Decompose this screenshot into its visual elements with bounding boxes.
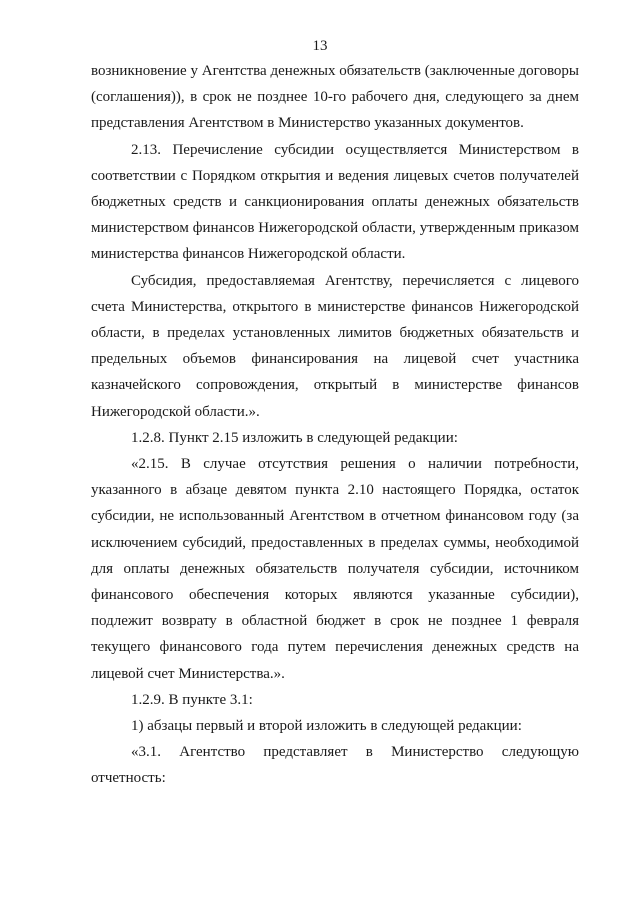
document-body: [91, 58, 579, 792]
paragraph-2-13: 2.13. Перечисление субсидии осуществляется Министерством в соответствии с Порядком открытия и ведения лицевых счетов получателей бюджетных средств и санкционирования оплаты денежных обязательств министерством финансов Нижегородской области, утвержденным приказом министерства финансов Нижегородской области.: [91, 141, 579, 263]
page-number: 13: [312, 38, 328, 54]
paragraph-subsidy-transfer: Субсидия, предоставляемая Агентству, перечисляется с лицевого счета Министерства, открытого в министерстве финансов Нижегородской области, в пределах установленных лимитов бюджетных обязательств и предельных объемов финансирования на лицевой счет участника казначейского сопровождения, открытый в министерстве финансов Нижегородской области.».: [91, 272, 579, 420]
paragraph-1-2-8: 1.2.8. Пункт 2.15 изложить в следующей редакции:: [131, 429, 458, 446]
paragraph-3-1: «3.1. Агентство представляет в Министерство следующую отчетность:: [91, 744, 579, 787]
paragraph-2-15: «2.15. В случае отсутствия решения о наличии потребности, указанного в абзаце девятом пункта 2.10 настоящего Порядка, остаток субсидии, не использованный Агентством в отчетном финансовом году (за исключением субсидий, предоставленных в пределах суммы, необходимой для оплаты денежных обязательств получателя субсидии, источником финансового обеспечения которых являются указанные субсидии), подлежит возврату в областной бюджет в срок не позднее 1 февраля текущего финансового года путем перечисления денежных средств на лицевой счет Министерства.».: [91, 456, 579, 682]
paragraph-1-2-9: 1.2.9. В пункте 3.1:: [131, 691, 253, 708]
paragraph-item-1: 1) абзацы первый и второй изложить в следующей редакции:: [131, 718, 522, 735]
paragraph-continuation: возникновение у Агентства денежных обязательств (заключенные договоры (соглашения)), в срок не позднее 10-го рабочего дня, следующего за днем представления Агентством в Министерство указанных документов.: [91, 63, 579, 132]
